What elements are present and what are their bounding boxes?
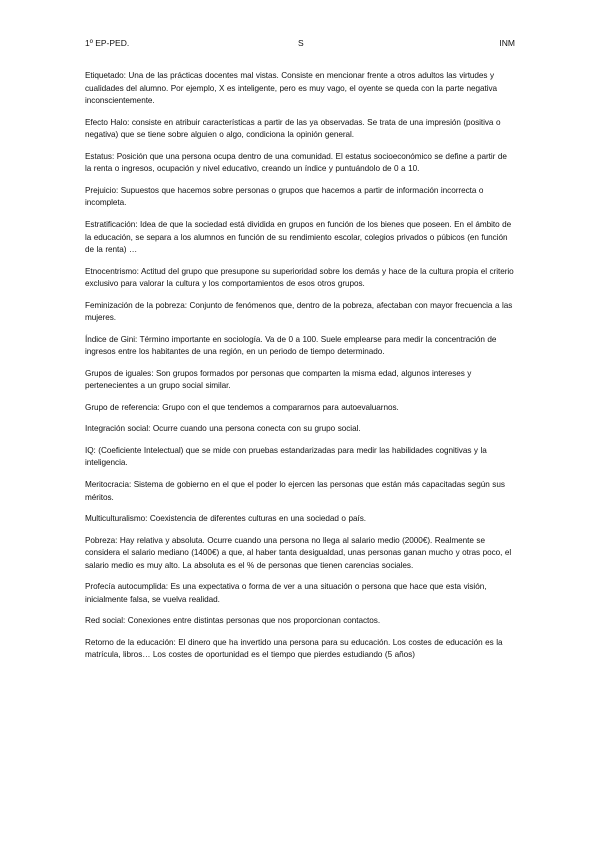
page-header xyxy=(85,38,515,50)
entry-multiculturalismo: Multiculturalismo: Coexistencia de diferentes culturas en una sociedad o país. xyxy=(85,514,366,524)
entry-grupo-referencia: Grupo de referencia: Grupo con el que tendemos a compararnos para autoevaluarnos. xyxy=(85,402,399,412)
entry-estatus: Estatus: Posición que una persona ocupa dentro de una comunidad. El estatus socioeconómico se define a partir de la renta o ingresos, ocupación y nivel educativo, creando un índice y puntuándolo de 0 a 10. xyxy=(85,151,507,174)
entry-iq: IQ: (Coeficiente Intelectual) que se mide con pruebas estandarizadas para medir las habilidades cognitivas y la inteligencia. xyxy=(85,445,487,468)
entry-feminizacion-pobreza: Feminización de la pobreza: Conjunto de fenómenos que, dentro de la pobreza, afectaban con mayor frecuencia a las mujeres. xyxy=(85,300,513,323)
entry-meritocracia: Meritocracia: Sistema de gobierno en el que el poder lo ejercen las personas que están más capacitadas según sus méritos. xyxy=(85,479,505,502)
entry-prejuicio: Prejuicio: Supuestos que hacemos sobre personas o grupos que hacemos a partir de información incorrecta o incompleta. xyxy=(85,185,484,208)
entry-profecia-autocumplida: Profecía autocumplida: Es una expectativa o forma de ver a una situación o persona que hace que esta visión, inicialmente falsa, se vuelva realidad. xyxy=(85,582,487,604)
entry-etnocentrismo: Etnocentrismo: Actitud del grupo que presupone su superioridad sobre los demás y hace de la cultura propia el criterio exclusivo para valorar la cultura y los comportamientos de esos otros grupos. xyxy=(85,266,514,289)
entry-grupos-iguales: Grupos de iguales: Son grupos formados por personas que comparten la misma edad, algunos intereses y pertenecientes a un grupo social similar. xyxy=(85,368,472,391)
header-center-mark: S xyxy=(298,38,304,48)
header-initials: INM xyxy=(499,38,515,48)
header-course: 1º EP-PED. xyxy=(85,38,130,48)
entry-retorno-educacion: Retorno de la educación: El dinero que ha invertido una persona para su educación. Los costes de educación es la matrícula, libros… Los costes de oportunidad es el tiempo que pierdes estudiando (5 años) xyxy=(85,637,503,660)
entry-red-social: Red social: Conexiones entre distintas personas que nos proporcionan contactos. xyxy=(85,616,381,626)
entry-indice-gini: Índice de Gini: Término importante en sociología. Va de 0 a 100. Suele emplearse para medir la concentración de ingresos entre los habitantes de una región, en un periodo de tiempo determinado. xyxy=(85,334,497,357)
entry-pobreza: Pobreza: Hay relativa y absoluta. Ocurre cuando una persona no llega al salario medio (2000€). Realmente se considera el salario mediano (1400€) a que, al haber tanta desigualdad, unas personas ganan mucho y otras poco, el salario medio es muy alto. La absoluta es el % de personas que tienen carencias sociales. xyxy=(85,535,512,570)
entry-estratificacion: Estratificación: Idea de que la sociedad está dividida en grupos en función de los bienes que poseen. En el ámbito de la educación, se separa a los alumnos en función de su rendimiento escolar, colegios privados o púbicos (en función de la renta) … xyxy=(85,219,512,255)
entry-etiquetado: Etiquetado: Una de las prácticas docentes mal vistas. Consiste en mencionar frente a otros adultos las virtudes y cualidades del alumno. Por ejemplo, X es inteligente, pero es muy vago, el oyente se queda con la parte negativa inconscientemente. xyxy=(85,71,498,106)
entry-integracion-social: Integración social: Ocurre cuando una persona conecta con su grupo social. xyxy=(85,424,361,434)
glossary-body xyxy=(85,70,515,671)
entry-efecto-halo: Efecto Halo: consiste en atribuir características a partir de las ya observadas. Se trata de una impresión (positiva o negativa) que se tiene sobre alguien o algo, condiciona la opinión general. xyxy=(85,117,501,140)
